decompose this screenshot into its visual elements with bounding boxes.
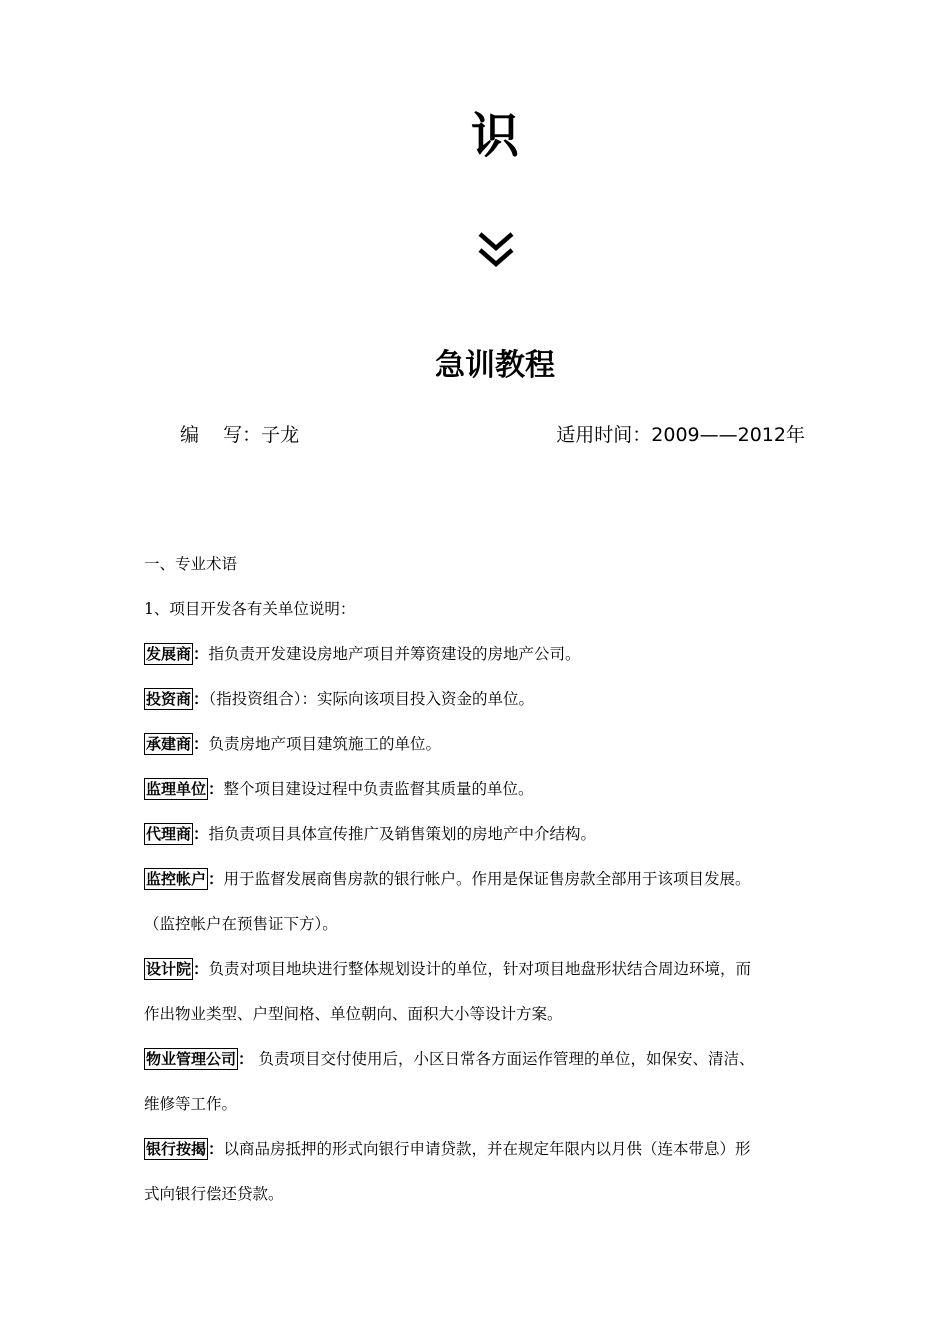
- term-definition: 以商品房抵押的形式向银行申请贷款，并在规定年限内以月供（连本带息）形: [223, 1140, 751, 1158]
- double-chevron-down-icon: [477, 230, 515, 270]
- term-separator: ：: [208, 869, 224, 888]
- term-separator: ：: [193, 734, 209, 753]
- term-label: 设计院: [146, 960, 192, 978]
- term-separator: ：: [208, 1139, 224, 1158]
- term-separator: ：: [193, 689, 209, 708]
- term-definition: 负责对项目地块进行整体规划设计的单位，针对项目地盘形状结合周边环境，而: [208, 960, 752, 978]
- term-separator: ：: [238, 1049, 254, 1068]
- author-name: 子龙: [261, 424, 300, 446]
- term-definition: 负责房地产项目建筑施工的单位。: [208, 735, 442, 753]
- author-line: [180, 420, 299, 450]
- term-label: 承建商: [146, 735, 192, 753]
- term-definition-continued: 维修等工作。: [144, 1095, 238, 1113]
- term-separator: ：: [208, 779, 224, 798]
- term-label: 银行按揭: [146, 1140, 207, 1158]
- section-heading: 一、专业术语: [144, 555, 238, 573]
- term-entry: [144, 818, 804, 863]
- document-body: [144, 548, 804, 1223]
- term-definition: 指负责项目具体宣传推广及销售策划的房地产中介结构。: [208, 825, 597, 843]
- author-label: 编 写：: [180, 424, 262, 446]
- section-subheading: 1、项目开发各有关单位说明：: [144, 600, 356, 618]
- term-separator: ：: [193, 644, 209, 663]
- term-separator: ：: [193, 824, 209, 843]
- term-definition: 负责项目交付使用后，小区日常各方面运作管理的单位，如保安、清洁、: [253, 1050, 755, 1068]
- term-entry: [144, 638, 804, 683]
- term-label: 代理商: [146, 825, 192, 843]
- term-label: 发展商: [146, 645, 192, 663]
- term-definition-continued: 作出物业类型、户型间格、单位朝向、面积大小等设计方案。: [144, 1005, 563, 1023]
- term-entry: [144, 1133, 804, 1178]
- term-label: 物业管理公司: [146, 1050, 237, 1068]
- term-entry: [144, 728, 804, 773]
- meta-row: [180, 420, 805, 450]
- term-definition: 整个项目建设过程中负责监督其质量的单位。: [223, 780, 534, 798]
- term-label: 监理单位: [146, 780, 207, 798]
- term-definition: 指负责开发建设房地产项目并筹资建设的房地产公司。: [208, 645, 581, 663]
- term-entry: [144, 953, 804, 998]
- term-definition: 用于监督发展商售房款的银行帐户。作用是保证售房款全部用于该项目发展。: [223, 870, 751, 888]
- document-title: 急训教程: [435, 348, 555, 383]
- term-label: 投资商: [146, 690, 192, 708]
- term-entry: [144, 683, 804, 728]
- term-label: 监控帐户: [146, 870, 207, 888]
- term-definition-continued: 式向银行偿还贷款。: [144, 1185, 284, 1203]
- term-definition: （指投资组合）：实际向该项目投入资金的单位。: [208, 690, 535, 708]
- term-entry: [144, 863, 804, 908]
- applicable-period: 适用时间：2009——2012年: [556, 424, 805, 446]
- term-entry: [144, 773, 804, 818]
- cover-character: 识: [470, 108, 519, 164]
- term-entry: [144, 1043, 804, 1088]
- term-separator: ：: [193, 959, 209, 978]
- term-definition-continued: （监控帐户在预售证下方）。: [144, 915, 338, 933]
